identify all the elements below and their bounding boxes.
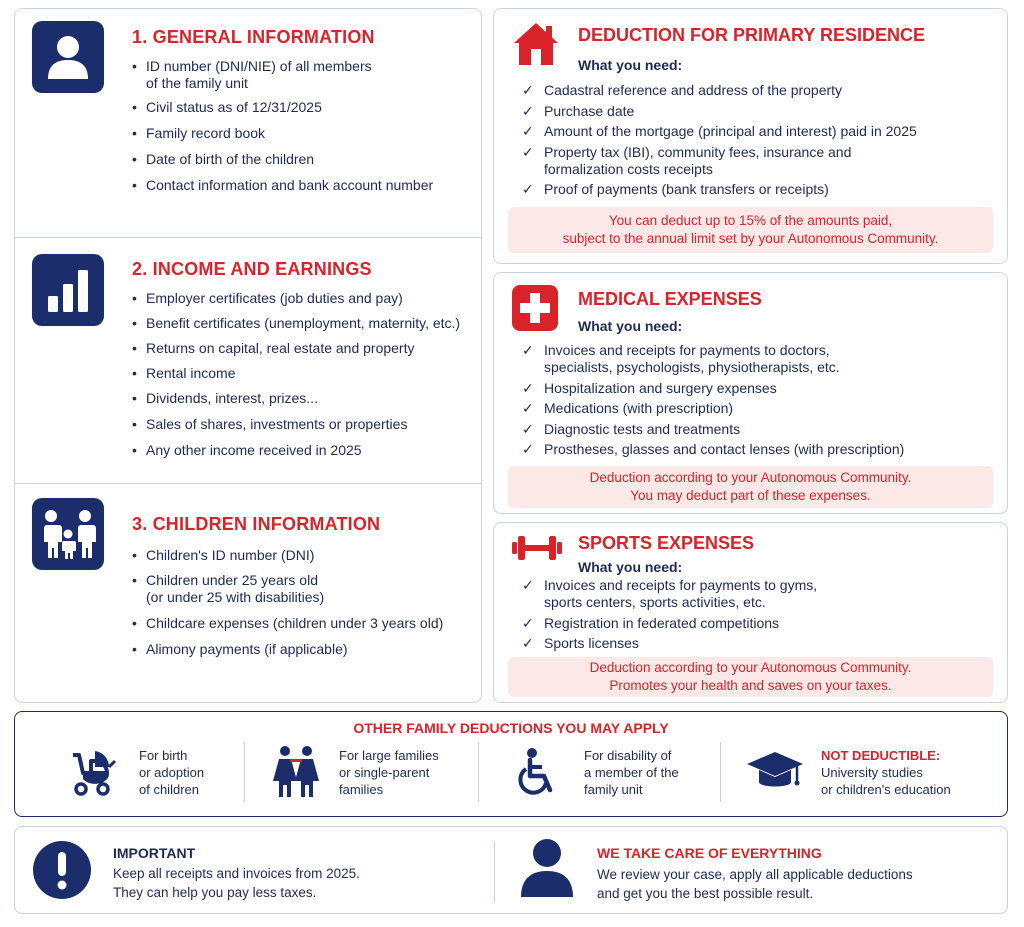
important-title: IMPORTANT [113,845,196,861]
left-column-panel [14,8,482,703]
list-item: • Any other income received in 2025 [132,442,460,459]
residence-note [508,207,993,253]
family-icon [32,498,104,570]
children-title: 3. CHILDREN INFORMATION [132,514,381,534]
text-line: a member of the [584,764,679,780]
list-item: • Childcare expenses (children under 3 years old) [132,615,443,632]
residence-note-line1: You can deduct up to 15% of the amounts paid, [608,213,893,228]
deduction-disability-item [514,742,679,802]
medical-card [493,272,1008,514]
medical-note-line2: You may deduct part of these expenses. [630,488,871,503]
deduction-birth-item [67,742,204,802]
deduction-disability-text [584,747,679,798]
list-item: • Date of birth of the children [132,151,433,168]
checklist-item: ✓ Diagnostic tests and treatments [522,421,992,438]
checklist-item: ✓ Proof of payments (bank transfers or receipts) [522,181,992,198]
list-item: • Dividends, interest, prizes... [132,390,460,407]
income-list [132,290,460,459]
list-item-text: of the family unit [146,75,248,91]
list-item: • Benefit certificates (unemployment, maternity, etc.) [132,315,460,332]
checklist-item: ✓ Invoices and receipts for payments to doctors, specialists, psychologists, physiotherapists, etc. [522,342,862,376]
sports-need-label: What you need: [578,559,683,575]
other-deductions-title: OTHER FAMILY DEDUCTIONS YOU MAY APPLY [353,720,669,736]
divider [720,742,721,802]
sports-title: SPORTS EXPENSES [578,533,755,553]
medical-need-label: What you need: [578,318,683,334]
text-line: For disability of [584,747,672,763]
residence-card [493,8,1008,264]
list-item: • Children under 25 years old [132,572,443,589]
bar-chart-icon [32,254,104,326]
sports-note [508,657,993,697]
text-line: We review your case, apply all applicable deductions [597,867,913,882]
list-item: • Children's ID number (DNI) [132,547,443,564]
list-item-text: (or under 25 with disabilities) [146,589,325,605]
sports-note-line2: Promotes your health and saves on your taxes. [609,678,892,693]
residence-checklist [522,82,917,202]
children-section [15,483,481,703]
divider [244,742,245,802]
user-icon [32,21,104,93]
divider [494,841,495,903]
list-item: • Sales of shares, investments or properties [132,416,460,433]
deduction-large-family-text [339,747,439,798]
care-text [597,865,913,903]
checklist-item: ✓ Property tax (IBI), community fees, insurance and formalization costs receipts [522,144,882,178]
general-information-section [15,9,481,237]
deduction-not-deductible-text [821,747,951,798]
family-couple-icon [271,745,321,799]
list-item: • Civil status as of 12/31/2025 [132,99,433,116]
medical-cross-icon [512,285,558,336]
medical-title: MEDICAL EXPENSES [578,289,762,309]
list-item: • ID number (DNI/NIE) of all members [132,58,433,75]
sports-card [493,522,1008,703]
text-line: For birth [139,747,188,763]
checklist-item: ✓ Hospitalization and surgery expenses [522,380,992,397]
text-line: or single-parent [339,764,430,780]
general-information-title: 1. GENERAL INFORMATION [132,27,375,47]
text-line: or children's education [821,781,951,797]
list-item: • Rental income [132,365,460,382]
text-line: University studies [821,764,923,780]
other-deductions-panel [14,711,1008,817]
list-item-continuation [132,589,443,606]
checklist-item: ✓ Amount of the mortgage (principal and interest) paid in 2025 [522,123,992,140]
text-line: Keep all receipts and invoices from 2025. [113,866,360,881]
text-line: of children [139,781,199,797]
residence-title: DEDUCTION FOR PRIMARY RESIDENCE [578,25,926,45]
sports-note-line1: Deduction according to your Autonomous Community. [589,660,912,675]
children-list [132,547,443,658]
dumbbell-icon [512,533,562,568]
exclamation-icon [33,841,91,904]
not-deductible-heading: NOT DEDUCTIBLE: [821,747,941,763]
divider [478,742,479,802]
list-item: • Family record book [132,125,433,142]
general-information-list [132,58,433,194]
text-line: They can help you pay less taxes. [113,885,317,900]
text-line: For large families [339,747,439,763]
list-item-continuation [132,75,433,92]
list-item: • Employer certificates (job duties and pay) [132,290,460,307]
checklist-item: ✓ Medications (with prescription) [522,400,992,417]
important-text [113,864,360,902]
checklist-item: ✓ Invoices and receipts for payments to gyms, sports centers, sports activities, etc. [522,577,832,611]
bottom-panel [14,826,1008,914]
text-line: or adoption [139,764,205,780]
text-line: and get you the best possible result. [597,886,814,901]
list-item: • Alimony payments (if applicable) [132,641,443,658]
checklist-item: ✓ Sports licenses [522,635,992,652]
text-line: family unit [584,781,643,797]
graduation-cap-icon [745,750,805,794]
care-title: WE TAKE CARE OF EVERYTHING [597,845,822,861]
wheelchair-icon [514,747,560,797]
list-item: • Returns on capital, real estate and property [132,340,460,357]
person-icon [519,837,575,904]
sports-checklist [522,577,992,656]
income-section [15,237,481,483]
text-line: families [339,781,384,797]
house-icon [512,21,560,72]
checklist-item: ✓ Registration in federated competitions [522,615,992,632]
list-item: • Contact information and bank account number [132,177,433,194]
residence-need-label: What you need: [578,57,683,73]
checklist-item: ✓ Purchase date [522,103,992,120]
medical-note-line1: Deduction according to your Autonomous Community. [589,470,912,485]
medical-note [508,466,993,508]
deduction-birth-text [139,747,204,798]
residence-note-line2: subject to the annual limit set by your Autonomous Community. [562,231,939,246]
deduction-large-family-item [271,742,439,802]
stroller-icon [67,747,117,797]
deduction-not-deductible-item [745,742,951,802]
income-title: 2. INCOME AND EARNINGS [132,259,372,279]
checklist-item: ✓ Cadastral reference and address of the property [522,82,992,99]
checklist-item: ✓ Prostheses, glasses and contact lenses (with prescription) [522,441,992,458]
medical-checklist [522,342,992,462]
